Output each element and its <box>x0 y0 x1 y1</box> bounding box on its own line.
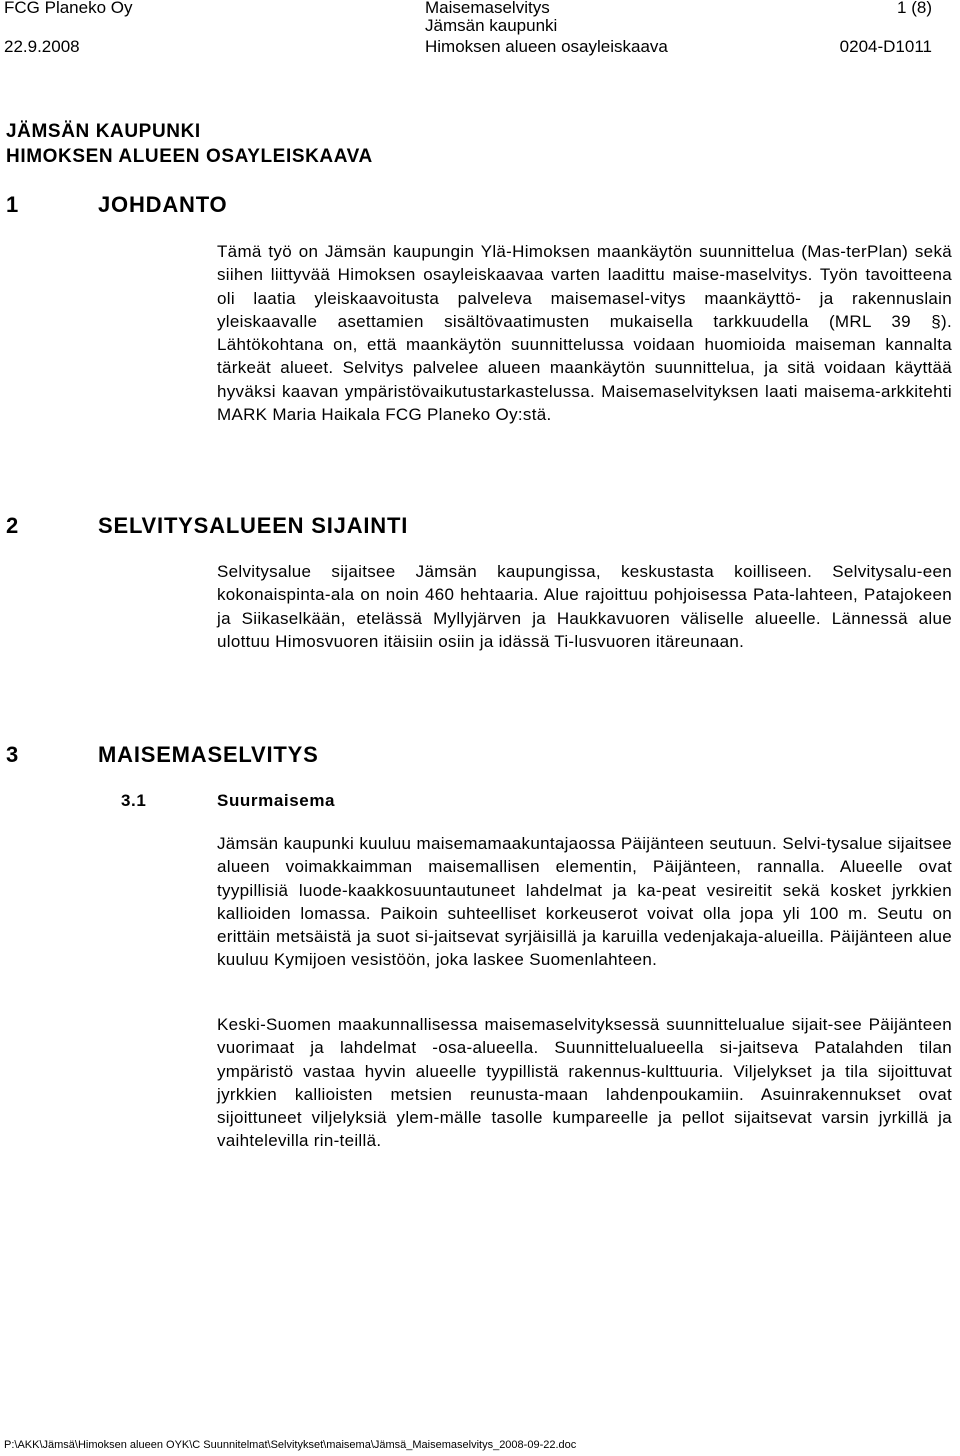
document-title-line-1: JÄMSÄN KAUPUNKI <box>6 121 201 142</box>
section-1-number: 1 <box>6 192 20 217</box>
section-2-number: 2 <box>6 513 20 538</box>
footer-file-path: P:\AKK\Jämsä\Himoksen alueen OYK\C Suunnitelmat\Selvitykset\maisema\Jämsä_Maisemaselvitys_2008-09-22.doc <box>4 1439 577 1451</box>
header-page-number: 1 (8) <box>897 0 932 17</box>
section-3-number: 3 <box>6 742 20 767</box>
header-date: 22.9.2008 <box>4 37 80 56</box>
section-2-title: SELVITYSALUEEN SIJAINTI <box>98 513 409 538</box>
subsection-3-1-paragraph-1: Jämsän kaupunki kuuluu maisemamaakuntajaossa Päijänteen seutuun. Selvi-tysalue sijaitsee alueen voimakkaimman maisemallisen elementin, Päijänteen, rannalla. Alueelle ovat tyypillisiä luode-kaakkosuuntautuneet lahdelmat ja ka-peat vesireitit sekä kosket jyrkkien kallioiden lomassa. Paikoin suhteelliset korkeuserot voivat olla jopa yli 100 m. Seutu on erittäin metsäistä ja suot si-jaitsevat syrjäisillä ja karuilla vedenjakaja-alueilla. Päijänteen alue kuuluu Kymijoen vesistöön, joka laskee Suomenlahteen. <box>217 834 952 970</box>
section-3-heading <box>6 741 319 769</box>
section-2-heading <box>6 512 408 540</box>
section-1-paragraph-1: Tämä työ on Jämsän kaupungin Ylä-Himoksen maankäytön suunnittelua (Mas-terPlan) sekä siihen liittyvää Himoksen osayleiskaavaa varten laadittu maise-maselvitys. Työn tavoitteena oli laatia yleiskaavoitusta palveleva maisemasel-vitys maankäyttö- ja rakennuslain yleiskaavalle asettamien sisältövaatimusten mukaisella tarkkuudella (MRL 39 §). Lähtökohtana on, että maankäytön suunnittelussa voidaan huomioida maiseman kannalta tärkeät alueet. Selvitys palvelee alueen maankäytön suunnittelua, ja sitä voidaan käyttää hyväksi kaavan ympäristövaikutustarkastelussa. Maisemaselvityksen laati maisema-arkkitehti MARK Maria Haikala FCG Planeko Oy:stä. <box>217 242 952 425</box>
document-title-line-2: HIMOKSEN ALUEEN OSAYLEISKAAVA <box>6 146 373 167</box>
subsection-3-1-title: Suurmaisema <box>217 791 336 810</box>
header-municipality: Jämsän kaupunki <box>425 16 558 35</box>
header-company: FCG Planeko Oy <box>4 0 133 17</box>
section-1-title: JOHDANTO <box>98 192 228 217</box>
subsection-3-1-number: 3.1 <box>121 791 147 810</box>
header-document-type: Maisemaselvitys <box>425 0 550 17</box>
header-plan-name: Himoksen alueen osayleiskaava <box>425 37 668 56</box>
subsection-3-1-paragraph-2: Keski-Suomen maakunnallisessa maisemaselvityksessä suunnittelualue sijait-see Päijänteen vuorimaat ja lahdelmat -osa-alueella. Suunnittelualueella si-jaitseva Patalahden tilan ympäristö vastaa hyvin alueelle tyypillistä rakennus-kulttuuria. Viljelykset ja tila sijoittuvat jyrkkien kallioisten metsien reunusta-maan lahdenpoukamiin. Asuinrakennukset ovat sijoittuneet viljelyksiä ylem-mälle tasolle kumpareelle ja pellot sijaitsevat varsin jyrkillä ja vaihtelevilla rin-teillä. <box>217 1015 952 1151</box>
section-3-title: MAISEMASELVITYS <box>98 742 319 767</box>
subsection-3-1-heading <box>121 790 335 812</box>
header-document-code: 0204-D1011 <box>839 37 932 56</box>
section-1-heading <box>6 191 227 219</box>
section-2-paragraph-1: Selvitysalue sijaitsee Jämsän kaupungissa, keskustasta koilliseen. Selvitysalu-een kokonaispinta-ala on noin 460 hehtaaria. Alue rajoittuu pohjoisessa Pata-lahteen, Patajokeen ja Siikaselkään, etelässä Myllyjärven ja Haukkavuoren väliselle alueelle. Lännessä alue ulottuu Himosvuoren itäisiin osiin ja idässä Ti-lusvuoren itäreunaan. <box>217 562 952 651</box>
